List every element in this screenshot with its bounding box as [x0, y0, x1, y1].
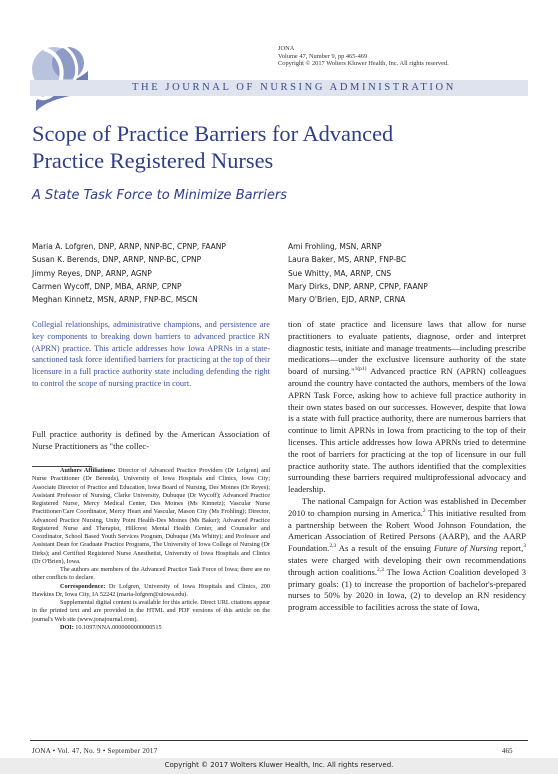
- author: Susan K. Berends, DNP, ARNP, NNP-BC, CPNP: [32, 255, 202, 265]
- correspondence-label: Correspondence:: [60, 582, 106, 590]
- author: Jimmy Reyes, DNP, ARNP, AGNP: [32, 268, 152, 278]
- citation: 2,3: [329, 543, 337, 550]
- affiliations-text: Director of Advanced Practice Providers (Dr Lofgren) and Nurse Practitioner (Dr Berends), University of Iowa Hospitals and Clinics, Iowa City; Associate Director of Practice and Education, Iowa Board of Nursing, Des Moines (Dr Reyes); Assistant Professor of Nursing, Clarke University, Dubuque (Dr Wycoff); Advanced Practice Registered Nurse, Mercy Medical Center, Des Moines (Ms Kinnetz); Vascular Nurse Practitioner/Care Coordinator, Mercy Heart and Vascular, Mason City (Ms Frohling); Director, Advanced Practice Nursing, Unity Point Health-Des Moines (Ms Baker); Advanced Practice Registered Nurse and Therapist, Hillcrest Mental Health Center, and Counselor and Coordinator, School Based Youth Services Program, Dubuque (Ms Whitty); and Professor and Assistant Dean for Graduate Practice Programs, The University of Iowa College of Nursing (Dr Dirks); and Certified Registered Nurse Anesthetist, University of Iowa Hospitals and Clinics (Dr O'Brien), Iowa.: [32, 467, 270, 565]
- abstract: Collegial relationships, administrative champions, and persistence are key components to breaking down barriers to advanced practice RN (APRN) practice. This article addresses how Iowa APRNs in a state-sanctioned task force identified barriers for practicing at the top of their licensure in a full practice authority state including defending the right to control the scope of nursing practice in court.: [32, 320, 270, 388]
- title-line-1: Scope of Practice Barriers for Advanced: [32, 121, 394, 146]
- page-number: 465: [502, 747, 513, 755]
- left-body-text: Full practice authority is defined by the American Association of Nurse Practitioners as "the collec-: [32, 429, 270, 451]
- journal-name: THE JOURNAL OF NURSING ADMINISTRATION: [132, 82, 456, 93]
- italic-title: Future of Nursing: [433, 543, 498, 554]
- conflicts-statement: The authors are members of the Advanced Practice Task Force of Iowa; there are no other conflicts to declare.: [32, 566, 270, 582]
- text-run: The national Campaign for Action was established in December 2010 to champion nursing in America.: [288, 495, 526, 518]
- text-run: tion of state practice and licensure laws that allow for nurse practitioners to evaluate patients, diagnose, order and interpret diagnostic tests, initiate and manage treatments—including prescribe medications—under the exclusive licensure authority of the state board of nursing.": [288, 319, 526, 377]
- text-run: Advanced practice RN (APRN) colleagues around the country have contacted the authors, members of the Iowa APRN Task Force, asking how to achieve full practice authority in their own states based on our successes. However, despite that Iowa is a state with full practice authority, there are numerous barriers that continue to limit APRNs in Iowa from practicing to the top of their licenses. This article addresses how Iowa APRNs tried to determine the root of barriers for practicing at the top of licensure in our full practice authority state. The authors identified that the complexities surrounding these barriers required multiprofessional advocacy and leadership.: [288, 366, 526, 495]
- text-run: This initiative resulted from a partnership between the Robert Wood Johnson Foundation, the American Association of Retired Persons (AARP), and the AARP Foundation.: [288, 507, 526, 554]
- volume-line: Volume 47, Number 9, pp 465-469: [278, 52, 368, 60]
- citation: 2,3: [377, 566, 384, 573]
- body-paragraph-2: [288, 496, 526, 614]
- author: Mary O'Brien, EJD, ARNP, CRNA: [288, 295, 406, 305]
- journal-abbrev: JONA: [278, 45, 295, 52]
- body-paragraph-1: [288, 319, 526, 496]
- article-title: [32, 120, 532, 174]
- citation: 2: [422, 507, 426, 514]
- supplemental-note: Supplemental digital content is available for this article. Direct URL citations appear in the printed text and are provided in the HTML and PDF versions of this article on the journal's Web site (www.jonajournal.com).: [32, 599, 270, 623]
- copyright-notice: Copyright © 2017 Wolters Kluwer Health, Inc. All rights reserved.: [164, 761, 394, 769]
- text-run: report,: [497, 543, 524, 554]
- text-run: As a result of the ensuing: [336, 543, 434, 554]
- footer-rule: [30, 740, 528, 741]
- citation: 1(p1): [354, 366, 367, 373]
- right-body-text: [288, 319, 526, 614]
- affiliations-label: Authors Affiliations:: [60, 467, 116, 474]
- author: Laura Baker, MS, ARNP, FNP-BC: [288, 255, 407, 265]
- doi-label: DOI:: [60, 623, 74, 631]
- author: Mary Dirks, DNP, ARNP, CPNP, FAANP: [288, 281, 428, 291]
- author: Carmen Wycoff, DNP, MBA, ARNP, CPNP: [32, 281, 182, 291]
- correspondence-text: Dr Lofgren, University of Iowa Hospitals and Clinics, 200 Hawkins Dr, Iowa City, IA 52242 (maria-lofgren@uiowa.edu).: [32, 582, 270, 598]
- jona-logo-icon: [30, 41, 92, 113]
- authors-right: [288, 240, 428, 306]
- header-meta: [278, 45, 449, 68]
- text-run: The Iowa Action Coalition developed 3 primary goals: (1) to increase the proportion of bachelor's-prepared nurses to 50% by 2020 in Iowa, (2) to develop an RN residency program accessible to facilities across the state of Iowa,: [288, 566, 526, 613]
- text-run: states were charged with developing their own recommendations through action coalitions.: [288, 554, 526, 577]
- header-copyright: Copyright © 2017 Wolters Kluwer Health, Inc. All rights reserved.: [278, 60, 449, 68]
- author: Meghan Kinnetz, MSN, ARNP, FNP-BC, MSCN: [32, 295, 198, 305]
- title-line-2: Practice Registered Nurses: [32, 148, 274, 173]
- author: Maria A. Lofgren, DNP, ARNP, NNP-BC, CPNP, FAANP: [32, 242, 226, 251]
- affiliations: [32, 467, 270, 632]
- doi: [32, 624, 270, 632]
- article-subtitle: A State Task Force to Minimize Barriers: [32, 188, 287, 203]
- doi-value: 10.1097/NNA.0000000000000515: [75, 623, 162, 631]
- citation: 3: [523, 543, 526, 550]
- author: Ami Frohling, MSN, ARNP: [288, 242, 382, 251]
- affiliations-paragraph: [32, 467, 270, 566]
- jona-logo: [30, 41, 92, 113]
- author: Sue Whitty, MA, ARNP, CNS: [288, 268, 392, 278]
- footer-citation: JONA • Vol. 47, No. 9 • September 2017: [32, 747, 158, 755]
- correspondence: [32, 583, 270, 600]
- authors-left: [32, 240, 226, 306]
